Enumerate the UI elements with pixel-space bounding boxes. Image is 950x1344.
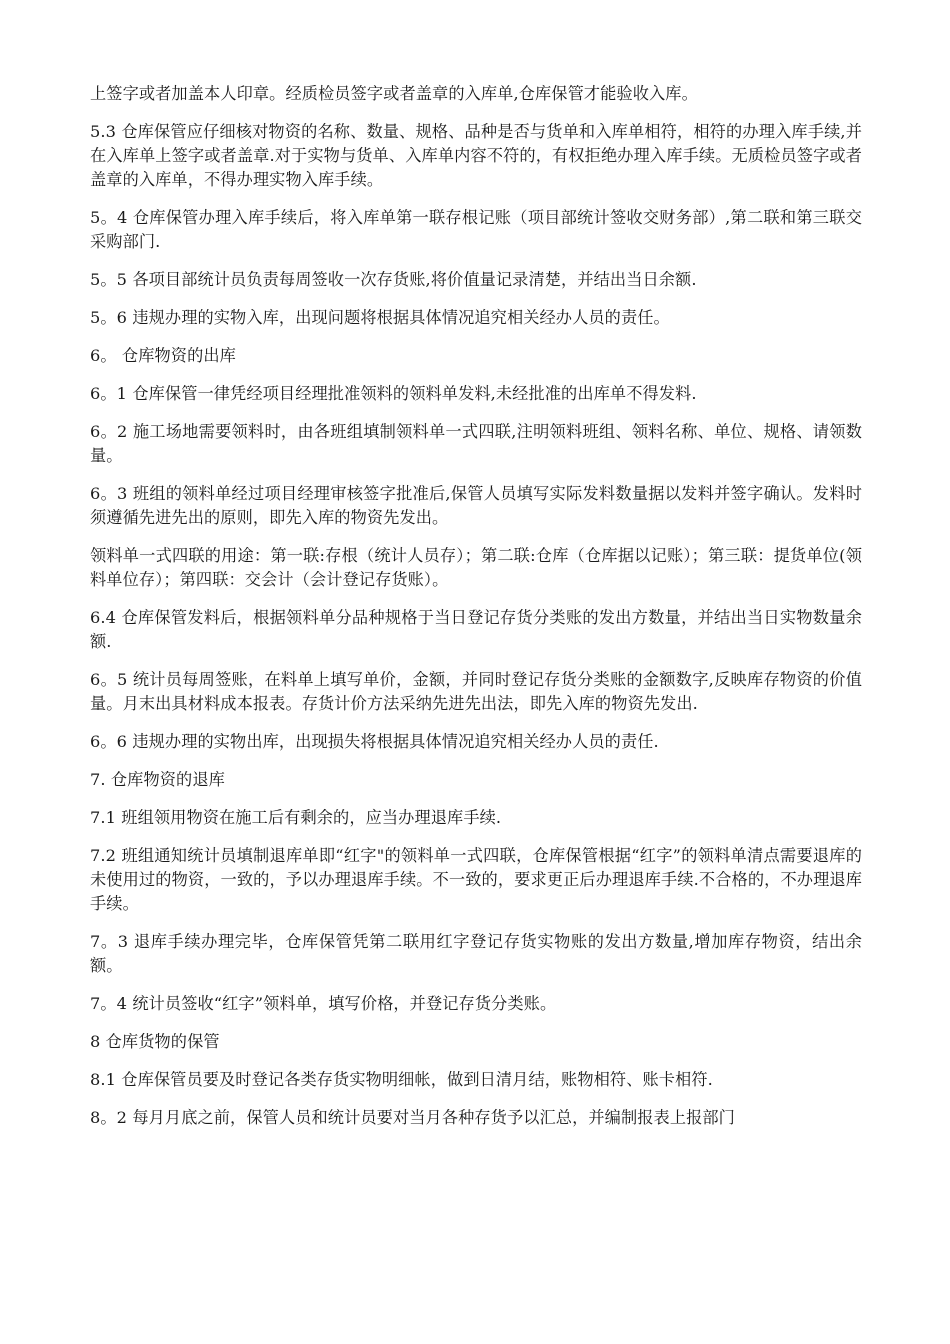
section-heading-8: 8 仓库货物的保管 <box>90 1032 220 1051</box>
paragraph-6-5: 6。5 统计员每周签账，在料单上填写单价，金额，并同时登记存货分类账的金额数字,反映库存物资的价值量。月末出具材料成本报表。存货计价方法采纳先进先出法，即先入库的物资先发出. <box>90 670 862 713</box>
paragraph-requisition-copies: 领料单一式四联的用途：第一联:存根（统计人员存）；第二联:仓库（仓库据以记账）；第三联：提货单位(领料单位存）；第四联：交会计（会计登记存货账）。 <box>90 546 862 589</box>
paragraph-6-2: 6。2 施工场地需要领料时，由各班组填制领料单一式四联,注明领料班组、领料名称、单位、规格、请领数量。 <box>90 422 862 465</box>
paragraph-7-1: 7.1 班组领用物资在施工后有剩余的，应当办理退库手续. <box>90 808 502 827</box>
paragraph-5-4: 5。4 仓库保管办理入库手续后，将入库单第一联存根记账（项目部统计签收交财务部）,第二联和第三联交采购部门. <box>90 208 862 251</box>
paragraph-6-4: 6.4 仓库保管发料后，根据领料单分品种规格于当日登记存货分类账的发出方数量，并结出当日实物数量余额. <box>90 608 862 651</box>
document-page <box>90 82 862 1144</box>
paragraph-5-6: 5。6 违规办理的实物入库，出现问题将根据具体情况追究相关经办人员的责任。 <box>90 308 670 327</box>
paragraph-8-2: 8。2 每月月底之前，保管人员和统计员要对当月各种存货予以汇总，并编制报表上报部门 <box>90 1108 735 1127</box>
paragraph-6-3: 6。3 班组的领料单经过项目经理审核签字批准后,保管人员填写实际发料数量据以发料并签字确认。发料时须遵循先进先出的原则，即先入库的物资先发出。 <box>90 484 862 527</box>
paragraph-7-4: 7。4 统计员签收“红字”领料单，填写价格，并登记存货分类账。 <box>90 994 557 1013</box>
paragraph-5-5: 5。5 各项目部统计员负责每周签收一次存货账,将价值量记录清楚，并结出当日余额. <box>90 270 697 289</box>
paragraph-8-1: 8.1 仓库保管员要及时登记各类存货实物明细帐，做到日清月结，账物相符、账卡相符. <box>90 1070 713 1089</box>
section-heading-6: 6。 仓库物资的出库 <box>90 346 236 365</box>
section-heading-7: 7. 仓库物资的退库 <box>90 770 225 789</box>
paragraph-6-6: 6。6 违规办理的实物出库，出现损失将根据具体情况追究相关经办人员的责任. <box>90 732 659 751</box>
paragraph-6-1: 6。1 仓库保管一律凭经项目经理批准领料的领料单发料,未经批准的出库单不得发料. <box>90 384 697 403</box>
paragraph-7-3: 7。3 退库手续办理完毕，仓库保管凭第二联用红字登记存货实物账的发出方数量,增加库存物资，结出余额。 <box>90 932 862 975</box>
paragraph-intake-signature: 上签字或者加盖本人印章。经质检员签字或者盖章的入库单,仓库保管才能验收入库。 <box>90 84 698 103</box>
paragraph-5-3: 5.3 仓库保管应仔细核对物资的名称、数量、规格、品种是否与货单和入库单相符，相符的办理入库手续,并在入库单上签字或者盖章.对于实物与货单、入库单内容不符的，有权拒绝办理入库手续。无质检员签字或者盖章的入库单，不得办理实物入库手续。 <box>90 122 862 189</box>
paragraph-7-2: 7.2 班组通知统计员填制退库单即“红字"的领料单一式四联，仓库保管根据“红字”的领料单清点需要退库的未使用过的物资，一致的，予以办理退库手续。不一致的，要求更正后办理退库手续.不合格的，不办理退库手续。 <box>90 846 862 913</box>
